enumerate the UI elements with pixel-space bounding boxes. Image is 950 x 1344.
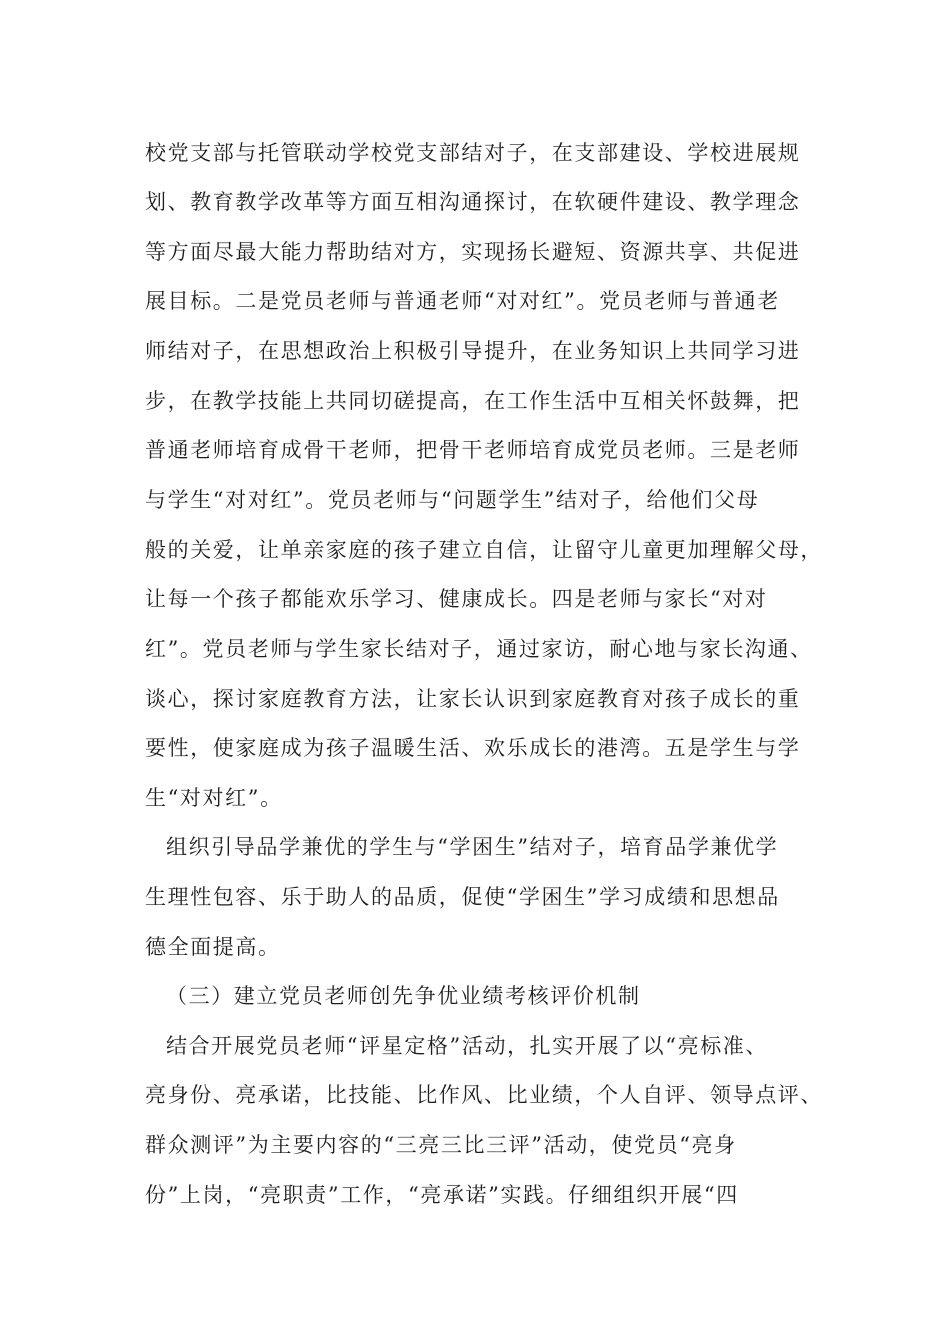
- text-line-11: 红”。党员老师与学生家长结对子，通过家访，耐心地与家长沟通、: [145, 637, 813, 661]
- text-line-9: 般的关爱，让单亲家庭的孩子建立自信，让留守儿童更加理解父母，: [145, 538, 823, 562]
- text-line-6: 步，在教学技能上共同切磋提高，在工作生活中互相关怀鼓舞，把: [145, 389, 801, 413]
- text-line-21: 群众测评”为主要内容的“三亮三比三评”活动，使党员“亮身: [145, 1133, 737, 1157]
- text-line-15: 组织引导品学兼优的学生与“学困生”结对子，培育品学兼优学: [166, 835, 779, 859]
- text-line-3: 等方面尽最大能力帮助结对方，实现扬长避短、资源共享、共促进: [145, 240, 801, 264]
- text-line-1: 校党支部与托管联动学校党支部结对子，在支部建设、学校进展规: [145, 141, 801, 165]
- text-line-10: 让每一个孩子都能欢乐学习、健康成长。四是老师与家长“对对: [145, 587, 768, 611]
- text-line-20: 亮身份、亮承诺，比技能、比作风、比业绩，个人自评、领导点评、: [145, 1083, 823, 1107]
- text-line-8: 与学生“对对红”。党员老师与“问题学生”结对子，给他们父母: [145, 488, 760, 512]
- section-heading: （三）建立党员老师创先争优业绩考核评价机制: [166, 984, 641, 1008]
- text-line-7: 普通老师培育成骨干老师，把骨干老师培育成党员老师。三是老师: [145, 438, 801, 462]
- text-line-19: 结合开展党员老师“评星定格”活动，扎实开展了以“亮标准、: [166, 1034, 769, 1058]
- text-line-13: 要性，使家庭成为孩子温暖生活、欢乐成长的港湾。五是学生与学: [145, 736, 801, 760]
- text-line-17: 德全面提高。: [145, 935, 281, 959]
- text-line-2: 划、教育教学改革等方面互相沟通探讨，在软硬件建设、教学理念: [145, 190, 801, 214]
- text-line-22: 份”上岗，“亮职责”工作，“亮承诺”实践。仔细组织开展“四: [145, 1183, 739, 1207]
- text-line-14: 生“对对红”。: [145, 786, 283, 810]
- text-line-12: 谈心，探讨家庭教育方法，让家长认识到家庭教育对孩子成长的重: [145, 687, 801, 711]
- text-line-5: 师结对子，在思想政治上积极引导提升，在业务知识上共同学习进: [145, 339, 801, 363]
- text-line-16: 生理性包容、乐于助人的品质，促使“学困生”学习成绩和思想品: [145, 885, 780, 909]
- text-line-4: 展目标。二是党员老师与普通老师“对对红”。党员老师与普通老: [145, 289, 780, 313]
